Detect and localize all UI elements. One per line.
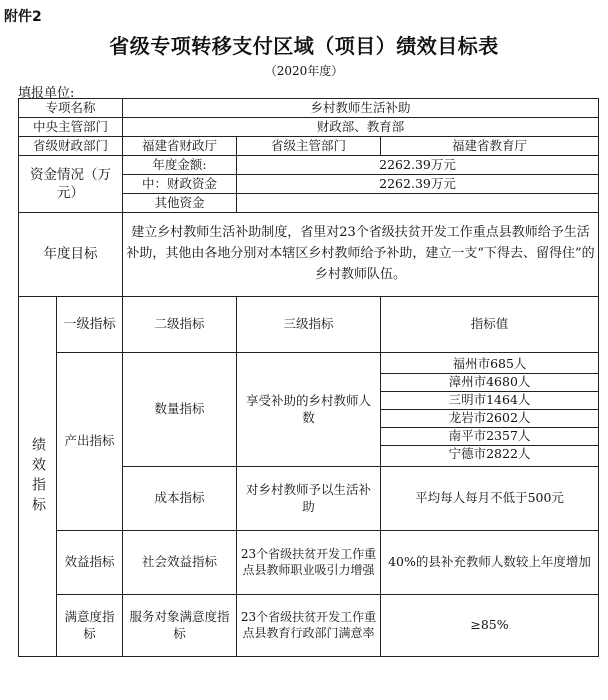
cost-indicator-value: 平均每人每月不低于500元 <box>381 467 599 531</box>
annual-amount-label: 年度金额: <box>123 156 237 175</box>
list-item: 福州市685人 <box>381 356 598 373</box>
annual-goal-label: 年度目标 <box>19 213 123 297</box>
project-name-value: 乡村教师生活补助 <box>123 99 599 118</box>
fiscal-funds-label: 中：财政资金 <box>123 175 237 194</box>
table-row <box>19 213 599 297</box>
satisfaction-indicator-label: 满意度指标 <box>57 595 123 657</box>
list-item: 南平市2357人 <box>381 427 598 445</box>
list-item: 漳州市4680人 <box>381 374 598 392</box>
level1-header: 一级指标 <box>57 297 123 353</box>
prov-dept-value: 福建省教育厅 <box>381 137 599 156</box>
other-funds-value <box>237 194 599 213</box>
central-dept-label: 中央主管部门 <box>19 118 123 137</box>
list-item: 宁德市2822人 <box>448 445 531 461</box>
benefit-indicator-label: 效益指标 <box>57 531 123 595</box>
performance-indicators-label: 绩效指标 <box>19 297 57 657</box>
central-dept-value: 财政部、教育部 <box>123 118 599 137</box>
annex-label: 附件2 <box>4 9 42 25</box>
level3-header: 三级指标 <box>237 297 381 353</box>
quantity-indicator-label: 数量指标 <box>123 353 237 467</box>
list-item: 三明市1464人 <box>381 392 598 410</box>
page-title: 省级专项转移支付区域（项目）绩效目标表 <box>109 34 499 58</box>
quantity-indicator-desc: 享受补助的乡村教师人数 <box>237 353 381 467</box>
annual-amount-value: 2262.39万元 <box>237 156 599 175</box>
value-header: 指标值 <box>381 297 599 353</box>
table-row <box>19 531 599 595</box>
table-row <box>19 99 599 118</box>
year-subtitle: （2020年度） <box>264 64 344 78</box>
quantity-values-list <box>381 356 598 462</box>
table-row <box>19 156 599 175</box>
performance-target-table <box>18 98 599 657</box>
funds-label: 资金情况（万元） <box>19 156 123 213</box>
service-satisfaction-label: 服务对象满意度指标 <box>123 595 237 657</box>
annual-goal-text: 建立乡村教师生活补助制度，省里对23个省级扶贫开发工作重点县教师给予生活补助，其他由各地分别对本辖区乡村教师给予补助，建立一支“下得去、留得住”的乡村教师队伍。 <box>123 213 599 297</box>
satisfaction-value: ≥85% <box>381 595 599 657</box>
satisfaction-desc: 23个省级扶贫开发工作重点县教育行政部门满意率 <box>237 595 381 657</box>
table-row <box>19 118 599 137</box>
table-row <box>19 353 599 467</box>
social-benefit-label: 社会效益指标 <box>123 531 237 595</box>
social-benefit-desc: 23个省级扶贫开发工作重点县教师职业吸引力增强 <box>237 531 381 595</box>
cost-indicator-label: 成本指标 <box>123 467 237 531</box>
project-name-label: 专项名称 <box>19 99 123 118</box>
prov-dept-label: 省级主管部门 <box>237 137 381 156</box>
list-item: 龙岩市2602人 <box>381 410 598 428</box>
prov-finance-value: 福建省财政厅 <box>123 137 237 156</box>
table-row <box>19 137 599 156</box>
quantity-values-cell <box>381 353 599 467</box>
output-indicator-label: 产出指标 <box>57 353 123 531</box>
other-funds-label: 其他资金 <box>123 194 237 213</box>
prov-finance-label: 省级财政部门 <box>19 137 123 156</box>
filling-unit-label: 填报单位: <box>18 86 75 101</box>
level2-header: 二级指标 <box>123 297 237 353</box>
social-benefit-value: 40%的县补充教师人数较上年度增加 <box>381 531 599 595</box>
table-row <box>19 297 599 353</box>
fiscal-funds-value: 2262.39万元 <box>237 175 599 194</box>
table-row <box>19 595 599 657</box>
cost-indicator-desc: 对乡村教师予以生活补助 <box>237 467 381 531</box>
